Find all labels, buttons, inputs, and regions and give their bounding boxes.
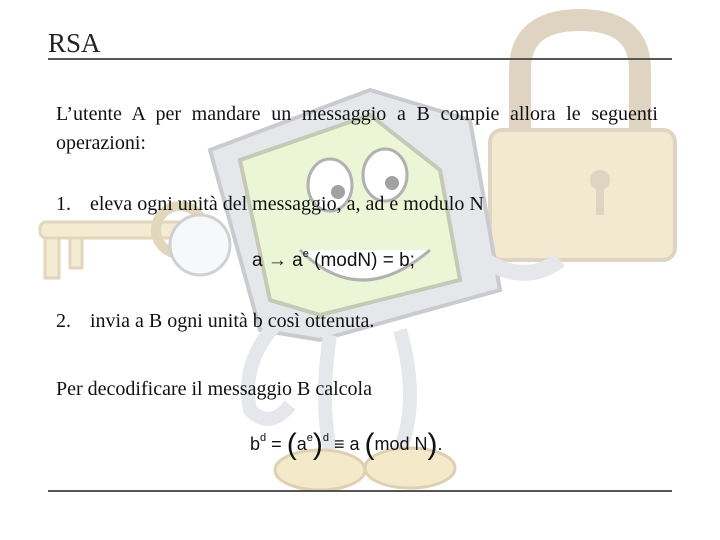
decode-paragraph: Per decodificare il messaggio B calcola [56, 378, 372, 400]
equals-sign: = [271, 434, 282, 454]
lhs-exponent: d [260, 432, 267, 444]
congruent-term: ≡ a [333, 434, 360, 454]
formula-rest: (modN) = b; [314, 250, 415, 271]
decryption-formula [250, 428, 443, 462]
footer-divider [48, 490, 672, 492]
mod-close-paren: ) [427, 428, 438, 461]
inner-exponent: e [306, 432, 313, 444]
mod-open-paren: ( [364, 428, 375, 461]
formula-base: a [252, 250, 263, 271]
close-paren: ) [312, 428, 323, 461]
title-divider [48, 58, 672, 60]
intro-paragraph: L’utente A per mandare un messaggio a B compie allora le seguenti operazioni: [56, 103, 658, 154]
formula-exponent: e [302, 248, 309, 260]
step-2-number: 2. [56, 310, 71, 332]
lhs-base: b [250, 434, 261, 454]
step-1-number: 1. [56, 193, 71, 215]
step-2-text: invia a B ogni unità b così ottenuta. [90, 310, 375, 332]
encryption-formula [252, 248, 415, 272]
slide-title: RSA [48, 28, 101, 58]
outer-exponent: d [322, 432, 329, 444]
mod-text: mod N [374, 434, 428, 454]
step-1 [56, 193, 484, 216]
step-2 [56, 310, 374, 333]
formula-end: . [437, 434, 443, 454]
step-1-text: eleva ogni unità del messaggio, a, ad e modulo N [90, 193, 484, 215]
open-paren: ( [286, 428, 297, 461]
formula-base2: a [292, 250, 303, 271]
inner-base: a [296, 434, 307, 454]
formula-arrow: → [267, 250, 287, 271]
